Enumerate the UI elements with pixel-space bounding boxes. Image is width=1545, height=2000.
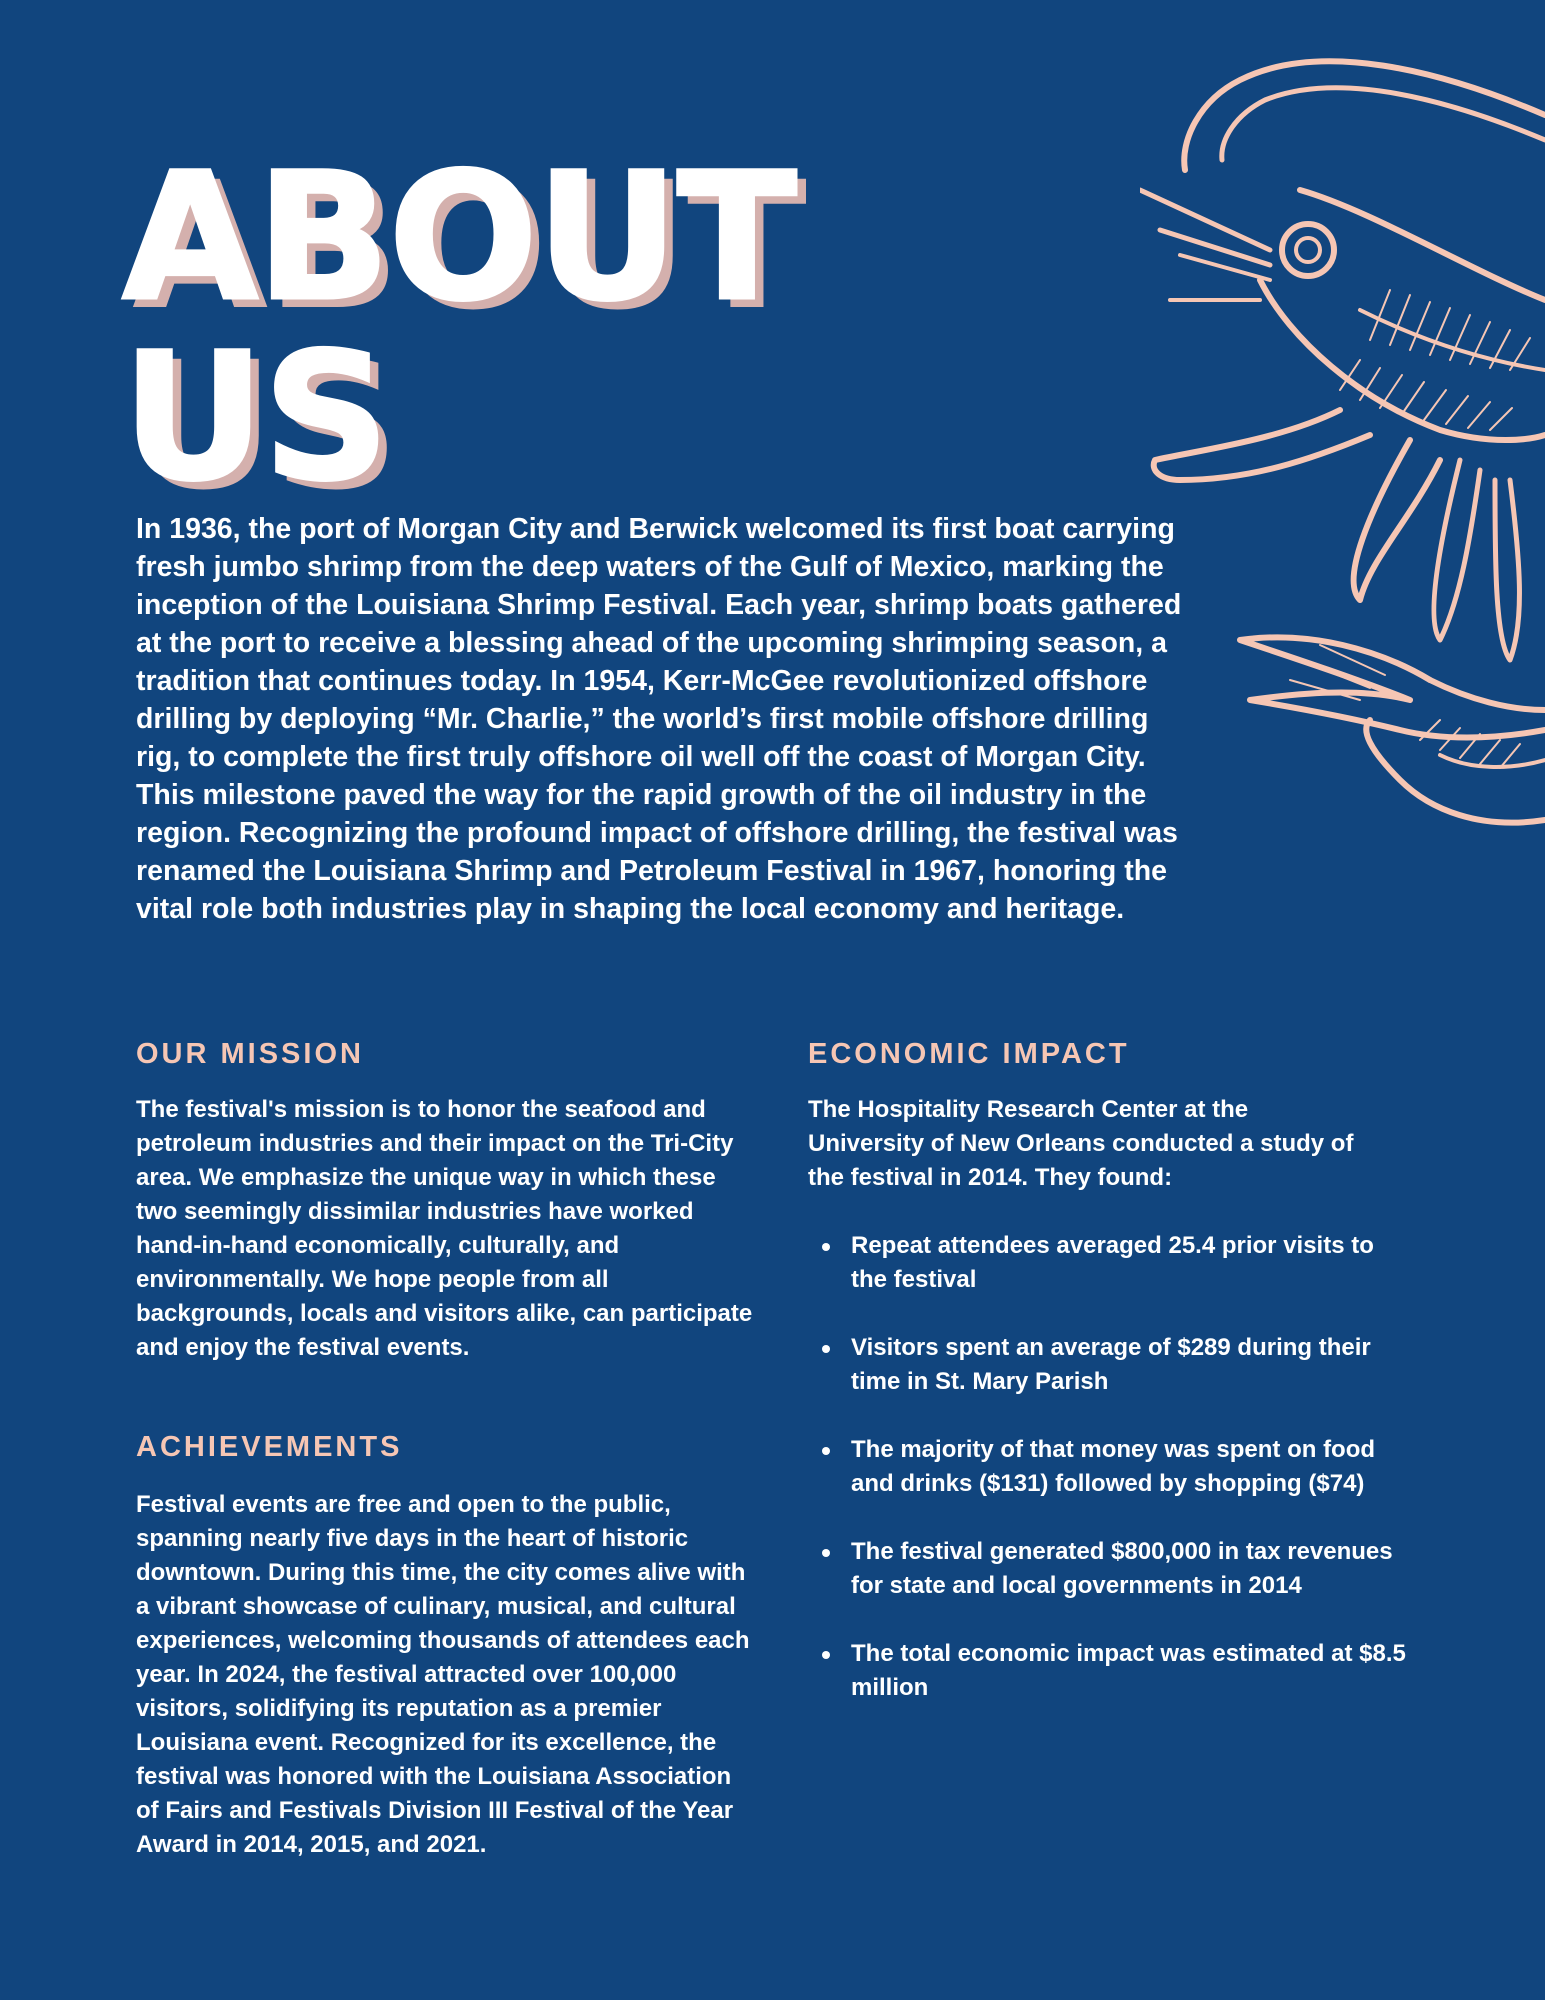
- list-item-text: Visitors spent an average of $289 during their time in St. Mary Parish: [851, 1334, 1371, 1395]
- mission-heading: OUR MISSION: [136, 1038, 364, 1070]
- bullet-dot: [822, 1549, 830, 1557]
- bullet-dot: [822, 1345, 830, 1353]
- bullet-dot: [822, 1651, 830, 1659]
- achievements-paragraph: Festival events are free and open to the public, spanning nearly five days in the heart of historic downtown. During this time, the city comes alive with a vibrant showcase of culinary, musical, and cultural experiences, welcoming thousands of attendees each year. In 2024, the festival attracted over 100,000 visitors, solidifying its reputation as a premier Louisiana event. Recognized for its excellence, the festival was honored with the Louisiana Association of Fairs and Festivals Division III Festival of the Year Award in 2014, 2015, and 2021.: [136, 1491, 750, 1858]
- list-item: [808, 1637, 1408, 1705]
- bullet-dot: [822, 1243, 830, 1251]
- page-title-line-2: US: [122, 315, 388, 520]
- list-item: [808, 1433, 1408, 1501]
- achievements-heading: ACHIEVEMENTS: [136, 1431, 403, 1463]
- list-item: [808, 1535, 1408, 1603]
- intro-paragraph: In 1936, the port of Morgan City and Berwick welcomed its first boat carrying fresh jumbo shrimp from the deep waters of the Gulf of Mexico, marking the inception of the Louisiana Shrimp Festival. Each year, shrimp boats gathered at the port to receive a blessing ahead of the upcoming shrimping season, a tradition that continues today. In 1954, Kerr-McGee revolutionized offshore drilling by deploying “Mr. Charlie,” the world’s first mobile offshore drilling rig, to complete the first truly offshore oil well off the coast of Morgan City. This milestone paved the way for the rapid growth of the oil industry in the region. Recognizing the profound impact of offshore drilling, the festival was renamed the Louisiana Shrimp and Petroleum Festival in 1967, honoring the vital role both industries play in shaping the local economy and heritage.: [136, 513, 1182, 925]
- mission-paragraph: The festival's mission is to honor the seafood and petroleum industries and their impact on the Tri-City area. We emphasize the unique way in which these two seemingly dissimilar industries have worked hand-in-hand economically, culturally, and environmentally. We hope people from all backgrounds, locals and visitors alike, can participate and enjoy the festival events.: [136, 1096, 753, 1361]
- list-item-text: Repeat attendees averaged 25.4 prior visits to the festival: [851, 1232, 1374, 1293]
- list-item-text: The majority of that money was spent on food and drinks ($131) followed by shopping ($74): [851, 1436, 1376, 1497]
- bullet-dot: [822, 1447, 830, 1455]
- list-item-text: The festival generated $800,000 in tax revenues for state and local governments in 2014: [851, 1538, 1393, 1599]
- list-item-text: The total economic impact was estimated at $8.5 million: [851, 1640, 1406, 1701]
- shrimp-illustration: [1140, 40, 1545, 900]
- economic-impact-intro: The Hospitality Research Center at the University of New Orleans conducted a study of the festival in 2014. They found:: [808, 1096, 1354, 1191]
- page-title-line-1: ABOUT: [122, 135, 795, 340]
- list-item: [808, 1331, 1408, 1399]
- economic-impact-heading: ECONOMIC IMPACT: [808, 1038, 1130, 1070]
- economic-impact-list: [808, 1229, 1408, 1739]
- list-item: [808, 1229, 1408, 1297]
